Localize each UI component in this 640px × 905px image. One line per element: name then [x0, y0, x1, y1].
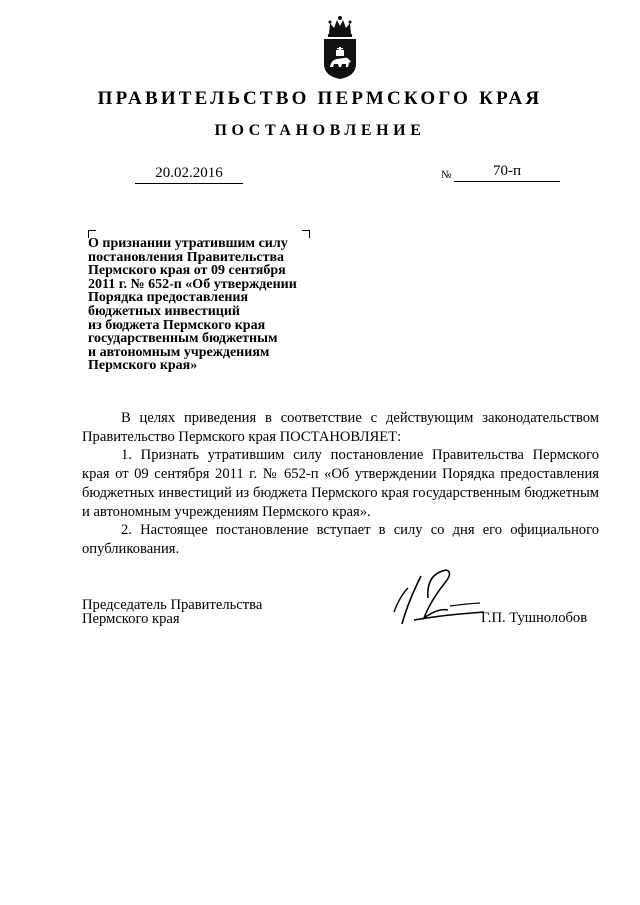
subject-line: постановления Правительства	[88, 249, 284, 265]
signer-title-line: Председатель Правительства	[82, 597, 263, 613]
subject-line: бюджетных инвестиций	[88, 303, 240, 319]
signer-name: Г.П. Тушнолобов	[481, 610, 588, 626]
subject-line: Пермского края от 09 сентября	[88, 263, 286, 279]
organization-title: ПРАВИТЕЛЬСТВО ПЕРМСКОГО КРАЯ	[97, 88, 543, 109]
document-subject	[88, 237, 328, 373]
document-body	[82, 409, 599, 559]
handwritten-signature-icon	[388, 566, 488, 628]
number-sign: №	[441, 169, 452, 181]
subject-line: из бюджета Пермского края	[88, 317, 266, 333]
body-paragraph: В целях приведения в соответствие с действующим законодательством Правительство Пермского края ПОСТАНОВЛЯЕТ:	[82, 410, 599, 445]
coat-of-arms-icon	[322, 14, 358, 80]
subject-line: и автономным учреждениям	[88, 344, 270, 360]
subject-line: О признании утратившим силу	[88, 236, 288, 251]
body-paragraph: 2. Настоящее постановление вступает в силу со дня его официального опубликования.	[82, 522, 599, 557]
body-paragraph: 1. Признать утратившим силу постановление Правительства Пермского края от 09 сентября 2011 г. № 652-п «Об утверждении Порядка предоставления бюджетных инвестиций из бюджета Пермского края государственным бюджетным и автономным учреждениям Пермского края».	[82, 447, 599, 520]
signer-title-line: Пермского края	[82, 611, 180, 627]
subject-line: 2011 г. № 652-п «Об утверждении	[88, 276, 297, 292]
document-number: 70-п	[454, 162, 560, 182]
document-type-title: ПОСТАНОВЛЕНИЕ	[214, 122, 426, 139]
document-date: 20.02.2016	[135, 164, 243, 184]
subject-line: Порядка предоставления	[88, 290, 249, 306]
subject-line: государственным бюджетным	[88, 331, 278, 347]
subject-line: Пермского края»	[88, 358, 198, 374]
signer-title	[82, 598, 262, 626]
